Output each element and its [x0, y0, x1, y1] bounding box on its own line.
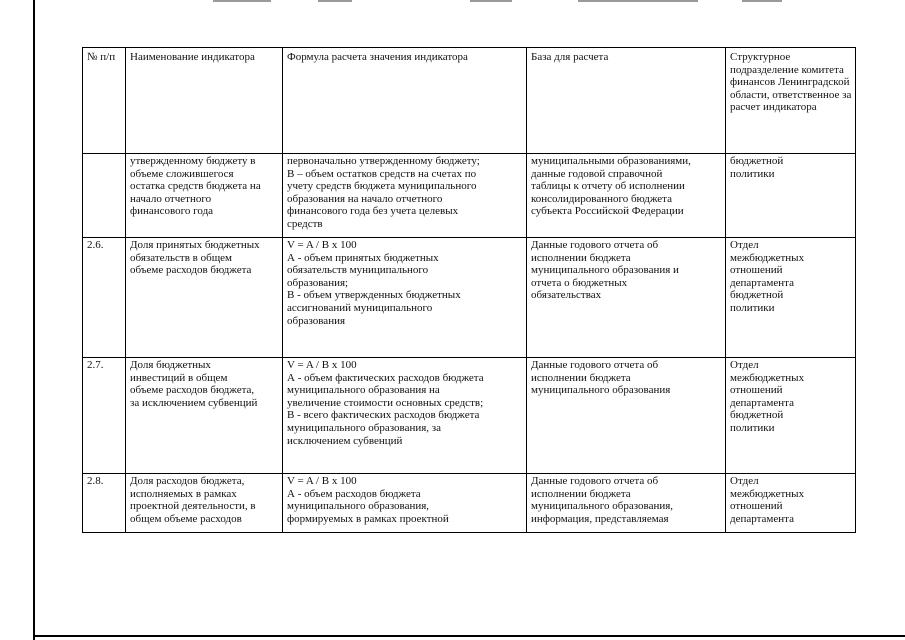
- row-base: Данные годового отчета об исполнении бюджета муниципального образования, информация, представляемая: [527, 474, 726, 533]
- row-name: утвержденному бюджету в объеме сложившегося остатка средств бюджета на начало отчетного финансового года: [126, 154, 283, 238]
- row-unit: бюджетной политики: [726, 154, 856, 238]
- row-unit: Отдел межбюджетных отношений департамента бюджетной политики: [726, 238, 856, 358]
- header-formula: Формула расчета значения индикатора: [283, 48, 527, 154]
- row-formula: первоначально утвержденному бюджету; В – объем остатков средств на счетах по учету средств бюджета муниципального образования на начало отчетного финансового года без учета целевых средств: [283, 154, 527, 238]
- row-num: 2.8.: [83, 474, 126, 533]
- row-name: Доля расходов бюджета, исполняемых в рамках проектной деятельности, в общем объеме расходов: [126, 474, 283, 533]
- row-formula: V = A / B x 100 А - объем расходов бюджета муниципального образования, формируемых в рамках проектной: [283, 474, 527, 533]
- page-edge-left: [33, 0, 35, 640]
- row-base: Данные годового отчета об исполнении бюджета муниципального образования: [527, 358, 726, 474]
- table-header-row: [83, 48, 856, 154]
- table-row: [83, 474, 856, 533]
- table-row: [83, 154, 856, 238]
- indicators-table: [82, 47, 856, 533]
- row-base: Данные годового отчета об исполнении бюджета муниципального образования и отчета о бюджетных обязательствах: [527, 238, 726, 358]
- row-formula: V = A / B x 100 А - объем принятых бюджетных обязательств муниципального образования; В - объем утвержденных бюджетных ассигнований муниципального образования: [283, 238, 527, 358]
- row-name: Доля принятых бюджетных обязательств в общем объеме расходов бюджета: [126, 238, 283, 358]
- row-num: [83, 154, 126, 238]
- row-num: 2.6.: [83, 238, 126, 358]
- row-base: муниципальными образованиями, данные годовой справочной таблицы к отчету об исполнении консолидированного бюджета субъекта Российской Федерации: [527, 154, 726, 238]
- header-base: База для расчета: [527, 48, 726, 154]
- row-formula: V = A / B x 100 А - объем фактических расходов бюджета муниципального образования на увеличение стоимости основных средств; В - всего фактических расходов бюджета муниципального образования, за исключением субвенций: [283, 358, 527, 474]
- header-num: № п/п: [83, 48, 126, 154]
- row-unit: Отдел межбюджетных отношений департамента бюджетной политики: [726, 358, 856, 474]
- table-row: [83, 358, 856, 474]
- row-unit: Отдел межбюджетных отношений департамента: [726, 474, 856, 533]
- header-name: Наименование индикатора: [126, 48, 283, 154]
- row-name: Доля бюджетных инвестиций в общем объеме расходов бюджета, за исключением субвенций: [126, 358, 283, 474]
- header-unit: Структурное подразделение комитета финансов Ленинградской области, ответственное за расчет индикатора: [726, 48, 856, 154]
- scan-artifacts: [0, 0, 905, 4]
- page-edge-bottom: [33, 635, 905, 637]
- row-num: 2.7.: [83, 358, 126, 474]
- table-row: [83, 238, 856, 358]
